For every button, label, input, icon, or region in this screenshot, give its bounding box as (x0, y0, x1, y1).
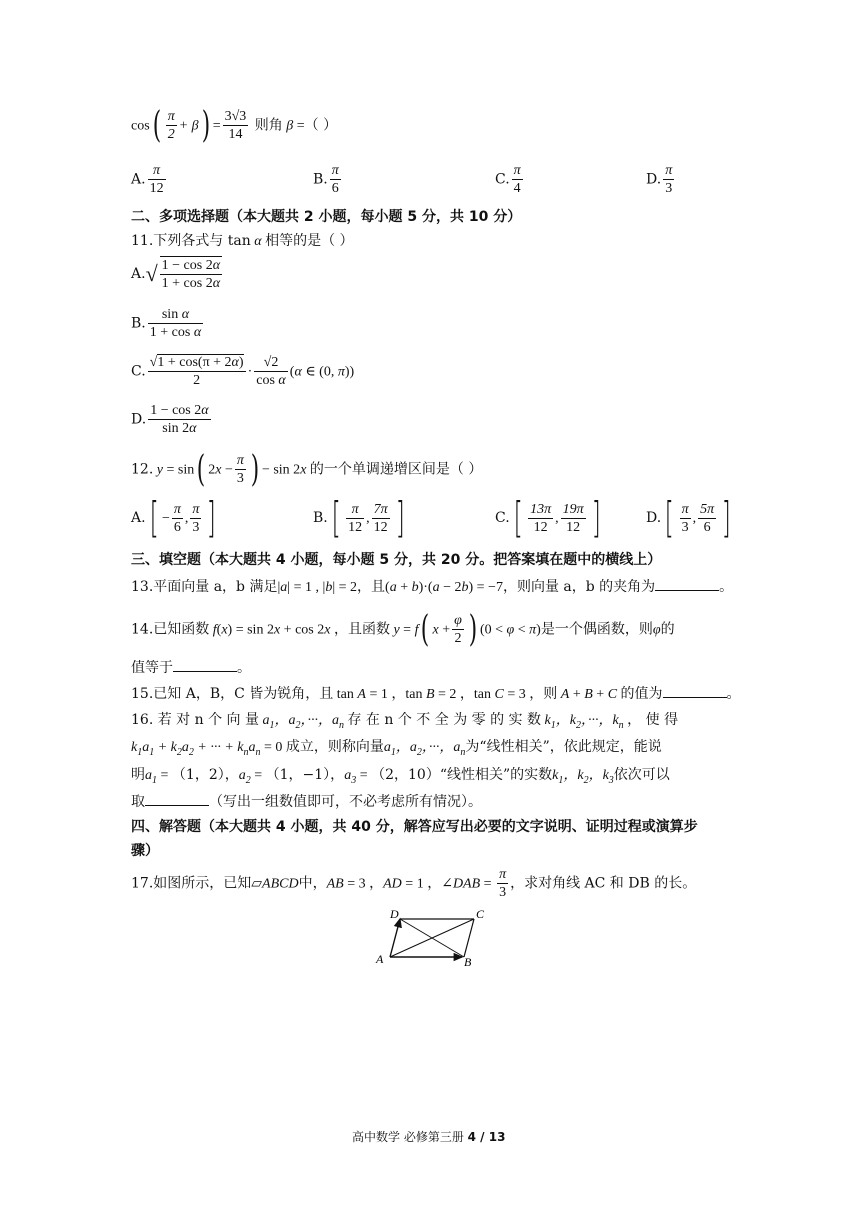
q16-line3: 明$a_1 = (1$，2），$a_2 = (1$，−1），$a_3 = (2$，10）“线性相关”的实数$k_1$，$k_2$，$k_3$依次可以 (131, 767, 670, 786)
q12-option-c: C.[ $\frac{13\pi}{12}$ , $\frac{19\pi}{12}$ ] (495, 493, 601, 542)
q12-option-b: B.[ $\frac{\pi}{12}$ , $\frac{7\pi}{12}$ ] (313, 493, 405, 542)
q14-line1: 14.已知函数 f(x) = sin 2x + cos 2x ，且函数 y = f( x + $\frac{\varphi}{2}$ ) (0 < φ < π)是一个偶函数，则φ的 (131, 608, 675, 650)
label-b: B (464, 955, 472, 967)
q16-line1: 16. 若 对 n 个 向 量 $a_1$，$a_2$，···，$a_n$ 存 在 n 个 不 全 为 零 的 实 数 $k_1$，$k_2$，···，$k_n$ ， 使 得 (131, 712, 679, 731)
section-2-heading: 二、多项选择题（本大题共 2 小题，每小题 5 分，共 10 分） (131, 209, 522, 225)
label-d: D (390, 907, 399, 921)
label-c: C (476, 907, 485, 921)
q16-line4: 取 （写出一组数值即可，不必考虑所有情况）。 (131, 794, 482, 810)
q12-option-a: A.[ − $\frac{\pi}{6}$ , $\frac{\pi}{3}$ ] (131, 493, 217, 542)
q10-option-d: D. $\frac{\pi}{3}$ (646, 163, 673, 196)
q10-stem: cos( $\frac{\pi}{2}$ + β) = $\frac{3√3}{14}$ 则角 β =（ ） (131, 104, 338, 146)
q11-option-d: D. $\frac{1 - \cos 2\alpha}{\sin 2\alpha}$ (131, 403, 209, 436)
q11-option-b: B. $\frac{\text{sin α}}{\text{1 + cos α}}$ (131, 307, 202, 340)
parallelogram-figure (370, 905, 490, 967)
q13: 13.平面向量 a，b 满足|a| = 1 , |b| = 2，且(a + b)·(a − 2b) = −7，则向量 a，b 的夹角为 。 (131, 579, 734, 595)
q14-line2: 值等于 。 (131, 660, 251, 676)
q16-line2: $k_1a_1 + k_2a_2$ + ··· + $k_na_n = 0$ 成立，则称向量$a_1$，$a_2$，···，$a_n$为“线性相关”，依此规定，能说 (131, 739, 662, 758)
section-4-heading: 四、解答题（本大题共 4 小题，共 40 分，解答应写出必要的文字说明、证明过程或演算步 (131, 819, 698, 835)
q12-stem: 12. y = sin( 2x − $\frac{\pi}{3}$ ) − sin 2x 的一个单调递增区间是（ ） (131, 448, 483, 490)
page-number: 4 / 13 (467, 1130, 506, 1144)
q17-stem: 17.如图所示，已知▱ABCD中，AB = 3 ，AD = 1 ，∠DAB = $\frac{\pi}{3}$ ，求对角线 AC 和 DB 的长。 (131, 867, 697, 900)
q11-option-a: A.√ $\frac{1 - \cos 2\alpha}{1 + \cos 2\alpha}$ (131, 258, 221, 291)
q10-option-c: C. $\frac{\pi}{4}$ (495, 163, 521, 196)
section-3-heading: 三、填空题（本大题共 4 小题，每小题 5 分，共 20 分。把答案填在题中的横线上） (131, 552, 662, 568)
q12-option-d: D.[ $\frac{\pi}{3}$ , $\frac{5\pi}{6}$ ] (646, 493, 731, 542)
q11-option-c: C. $\frac{√1 + \cos(\pi + 2\alpha)}{2}$ · $\frac{√2}{\text{cos α}}$ (α ∈ (0, π)) (131, 355, 355, 388)
q10-option-b: B. $\frac{\pi}{6}$ (313, 163, 339, 196)
page-footer (352, 1128, 505, 1145)
q15: 15.已知 A，B，C 皆为锐角，且 tan A = 1 ，tan B = 2 ，tan C = 3 ，则 A + B + C 的值为 。 (131, 686, 741, 702)
label-a: A (376, 952, 384, 966)
q10-option-a: A. $\frac{\pi}{12}$ (131, 163, 164, 196)
q11-stem: 11.下列各式与 tan α 相等的是（ ） (131, 233, 354, 249)
footer-text: 高中数学 必修第三册 (352, 1130, 468, 1144)
section-4-heading-cont: 骤） (131, 843, 159, 859)
